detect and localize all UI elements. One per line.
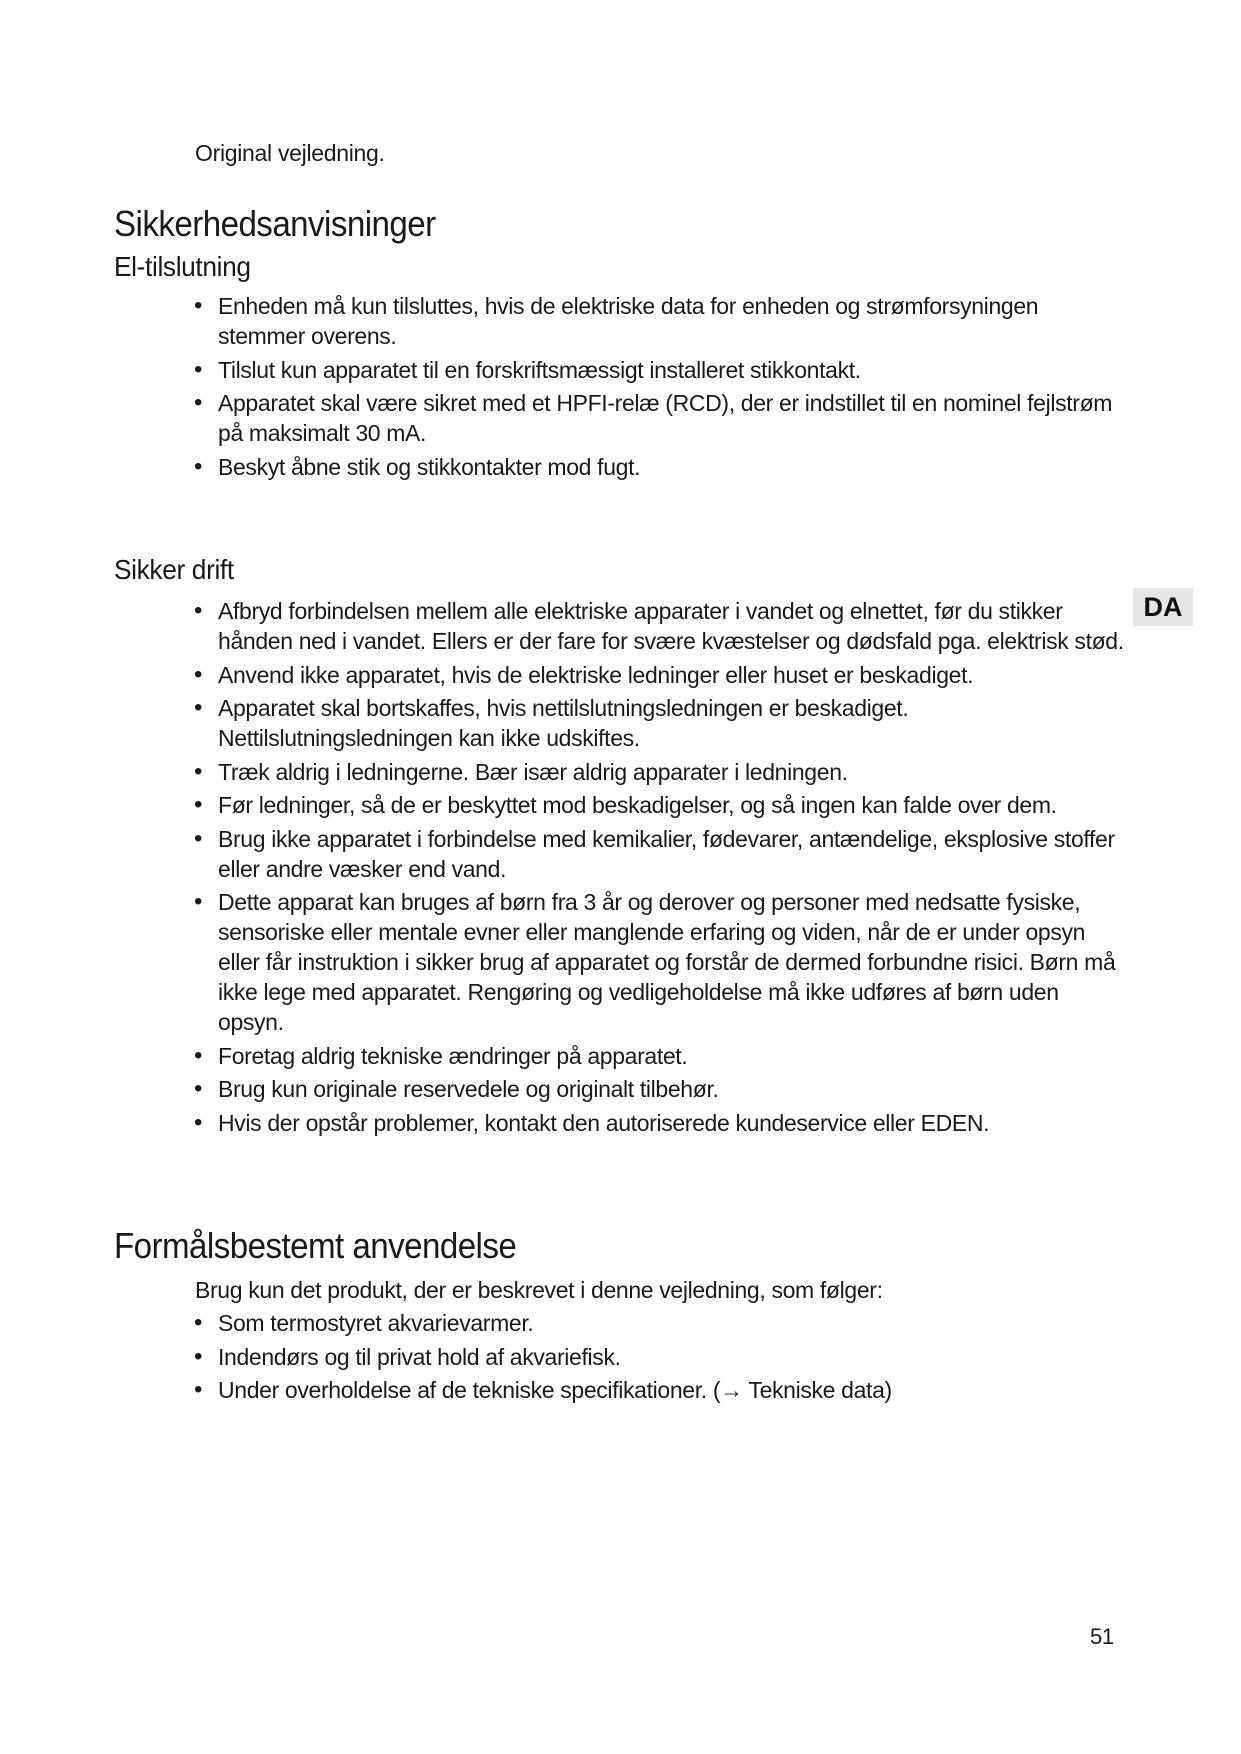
list-item: • Foretag aldrig tekniske ændringer på apparatet. — [194, 1041, 1124, 1071]
list-item: • Indendørs og til privat hold af akvariefisk. — [194, 1342, 1124, 1372]
language-tab: DA — [1133, 588, 1193, 626]
intended-use-list — [194, 1308, 1124, 1409]
page-number: 51 — [1090, 1624, 1114, 1649]
list-item: • Under overholdelse af de tekniske specifikationer. (→ Tekniske data) — [194, 1375, 1124, 1405]
list-item: • Dette apparat kan bruges af børn fra 3 år og derover og personer med nedsatte fysiske, sensoriske eller mentale evner eller manglende erfaring og viden, når de er under opsyn eller får instruktion i sikker brug af apparatet og forstår de dermed forbundne risici. Børn må ikke lege med apparatet. Rengøring og vedligeholdelse må ikke udføres af børn uden opsyn. — [194, 887, 1124, 1037]
list-item: • Som termostyret akvarievarmer. — [194, 1308, 1124, 1338]
list-item: • Hvis der opstår problemer, kontakt den autoriserede kundeservice eller EDEN. — [194, 1108, 1124, 1138]
electrical-list — [194, 291, 1124, 485]
intended-use-intro: Brug kun det produkt, der er beskrevet i denne vejledning, som følger: — [195, 1277, 883, 1303]
intro-text: Original vejledning. — [195, 140, 385, 166]
list-item: • Apparatet skal være sikret med et HPFI-relæ (RCD), der er indstillet til en nominel fejlstrøm på maksimalt 30 mA. — [194, 388, 1124, 448]
list-item: • Beskyt åbne stik og stikkontakter mod fugt. — [194, 452, 1124, 482]
safety-heading: Sikkerhedsanvisninger — [114, 203, 436, 244]
operation-heading: Sikker drift — [114, 554, 234, 585]
operation-list — [194, 596, 1124, 1141]
list-item: • Tilslut kun apparatet til en forskriftsmæssigt installeret stikkontakt. — [194, 355, 1124, 385]
list-item: • Træk aldrig i ledningerne. Bær især aldrig apparater i ledningen. — [194, 757, 1124, 787]
list-item: • Brug kun originale reservedele og originalt tilbehør. — [194, 1074, 1124, 1104]
list-item: • Afbryd forbindelsen mellem alle elektriske apparater i vandet og elnettet, før du stikker hånden ned i vandet. Ellers er der fare for svære kvæstelser og dødsfald pga. elektrisk stød. — [194, 596, 1124, 656]
list-item: • Før ledninger, så de er beskyttet mod beskadigelser, og så ingen kan falde over dem. — [194, 790, 1124, 820]
list-item: • Brug ikke apparatet i forbindelse med kemikalier, fødevarer, antændelige, eksplosive stoffer eller andre væsker end vand. — [194, 824, 1124, 884]
electrical-heading: El-tilslutning — [114, 251, 251, 282]
list-item: • Anvend ikke apparatet, hvis de elektriske ledninger eller huset er beskadiget. — [194, 660, 1124, 690]
intended-use-heading: Formålsbestemt anvendelse — [114, 1225, 517, 1266]
list-item: • Apparatet skal bortskaffes, hvis nettilslutningsledningen er beskadiget. Nettilslutningsledningen kan ikke udskiftes. — [194, 693, 1124, 753]
list-item: • Enheden må kun tilsluttes, hvis de elektriske data for enheden og strømforsyningen stemmer overens. — [194, 291, 1124, 351]
